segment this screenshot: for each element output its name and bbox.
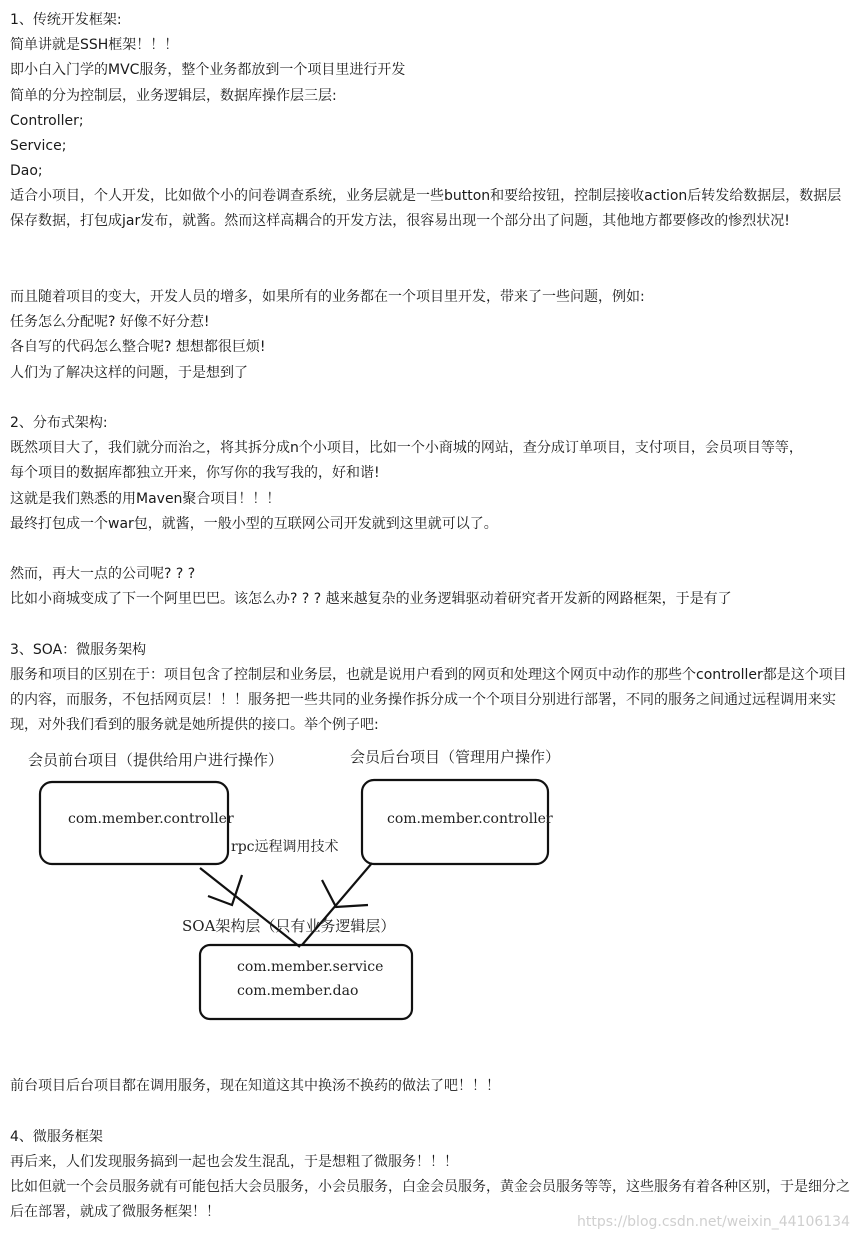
front-controller-text: com.member.controller xyxy=(68,811,234,827)
section2-heading: 2、分布式架构: xyxy=(10,415,108,431)
text-line: 即小白入门学的MVC服务，整个业务都放到一个项目里进行开发 xyxy=(10,62,406,78)
text-line: 每个项目的数据库都独立开来，你写你的我写我的，好和谐! xyxy=(10,465,380,481)
text-line: 比如小商城变成了下一个阿里巴巴。该怎么办? ? ? 越来越复杂的业务逻辑驱动着研究者开发新的网路框架，于是有了 xyxy=(10,591,732,607)
service-box xyxy=(200,945,412,1019)
text-line: Dao; xyxy=(10,163,43,179)
section1-heading: 1、传统开发框架: xyxy=(10,12,122,28)
rpc-label: rpc远程调用技术 xyxy=(231,839,339,855)
text-line: 而且随着项目的变大，开发人员的增多，如果所有的业务都在一个项目里开发，带来了一些问题，例如: xyxy=(10,289,645,305)
text-line: 再后来，人们发现服务搞到一起也会发生混乱，于是想粗了微服务！！！ xyxy=(10,1154,458,1170)
text-line: 这就是我们熟悉的用Maven聚合项目！！！ xyxy=(10,491,281,507)
text-line: 任务怎么分配呢? 好像不好分惹! xyxy=(10,314,210,330)
text-line: Service; xyxy=(10,138,67,154)
text-line: 最终打包成一个war包，就酱，一般小型的互联网公司开发就到这里就可以了。 xyxy=(10,516,498,532)
text-line: 既然项目大了，我们就分而治之，将其拆分成n个小项目，比如一个小商城的网站，查分成订单项目，支付项目，会员项目等等， xyxy=(10,440,803,456)
text-line: Controller; xyxy=(10,113,84,129)
csdn-watermark: https://blog.csdn.net/weixin_44106134 xyxy=(576,1214,850,1230)
front-project-label: 会员前台项目（提供给用户进行操作） xyxy=(28,751,284,769)
soa-layer-label: SOA架构层（只有业务逻辑层） xyxy=(182,917,396,935)
text-paragraph: 适合小项目，个人开发，比如做个小的问卷调查系统，业务层就是一些button和要给按钮，控制层接收action后转发给数据层，数据层保存数据，打包成jar发布，就酱。然而这样高耦合的开发方法，很容易出现一个部分出了问题，其他地方都要修改的惨烈状况! xyxy=(10,188,842,229)
soa-diagram xyxy=(10,735,610,1035)
section4-heading: 4、微服务框架 xyxy=(10,1129,103,1145)
section3-heading: 3、SOA：微服务架构 xyxy=(10,642,147,658)
text-line: 各自写的代码怎么整合呢? 想想都很巨烦! xyxy=(10,339,266,355)
text-line: 人们为了解决这样的问题，于是想到了 xyxy=(10,365,248,381)
text-paragraph: 服务和项目的区别在于：项目包含了控制层和业务层，也就是说用户看到的网页和处理这个网页中动作的那些个controller都是这个项目的内容，而服务，不包括网页层！！！服务把一些共同的业务操作拆分成一个个项目分别进行部署，不同的服务之间通过远程调用来实现，对外我们看到的服务就是她所提供的接口。举个例子吧: xyxy=(10,667,847,733)
text-line: 前台项目后台项目都在调用服务，现在知道这其中换汤不换药的做法了吧！！！ xyxy=(10,1078,500,1094)
dao-text: com.member.dao xyxy=(237,983,359,999)
back-project-label: 会员后台项目（管理用户操作） xyxy=(350,748,561,766)
text-paragraph: 比如但就一个会员服务就有可能包括大会员服务，小会员服务，白金会员服务，黄金会员服务等等，这些服务有着各种区别，于是细分之后在部署，就成了微服务框架！！ xyxy=(10,1179,850,1220)
service-text: com.member.service xyxy=(237,959,384,975)
text-line: 然而，再大一点的公司呢? ? ? xyxy=(10,566,196,582)
text-line: 简单的分为控制层，业务逻辑层，数据库操作层三层: xyxy=(10,88,337,104)
back-controller-text: com.member.controller xyxy=(387,811,553,827)
text-line: 简单讲就是SSH框架！！！ xyxy=(10,37,179,53)
arrow-line-left xyxy=(200,868,300,947)
